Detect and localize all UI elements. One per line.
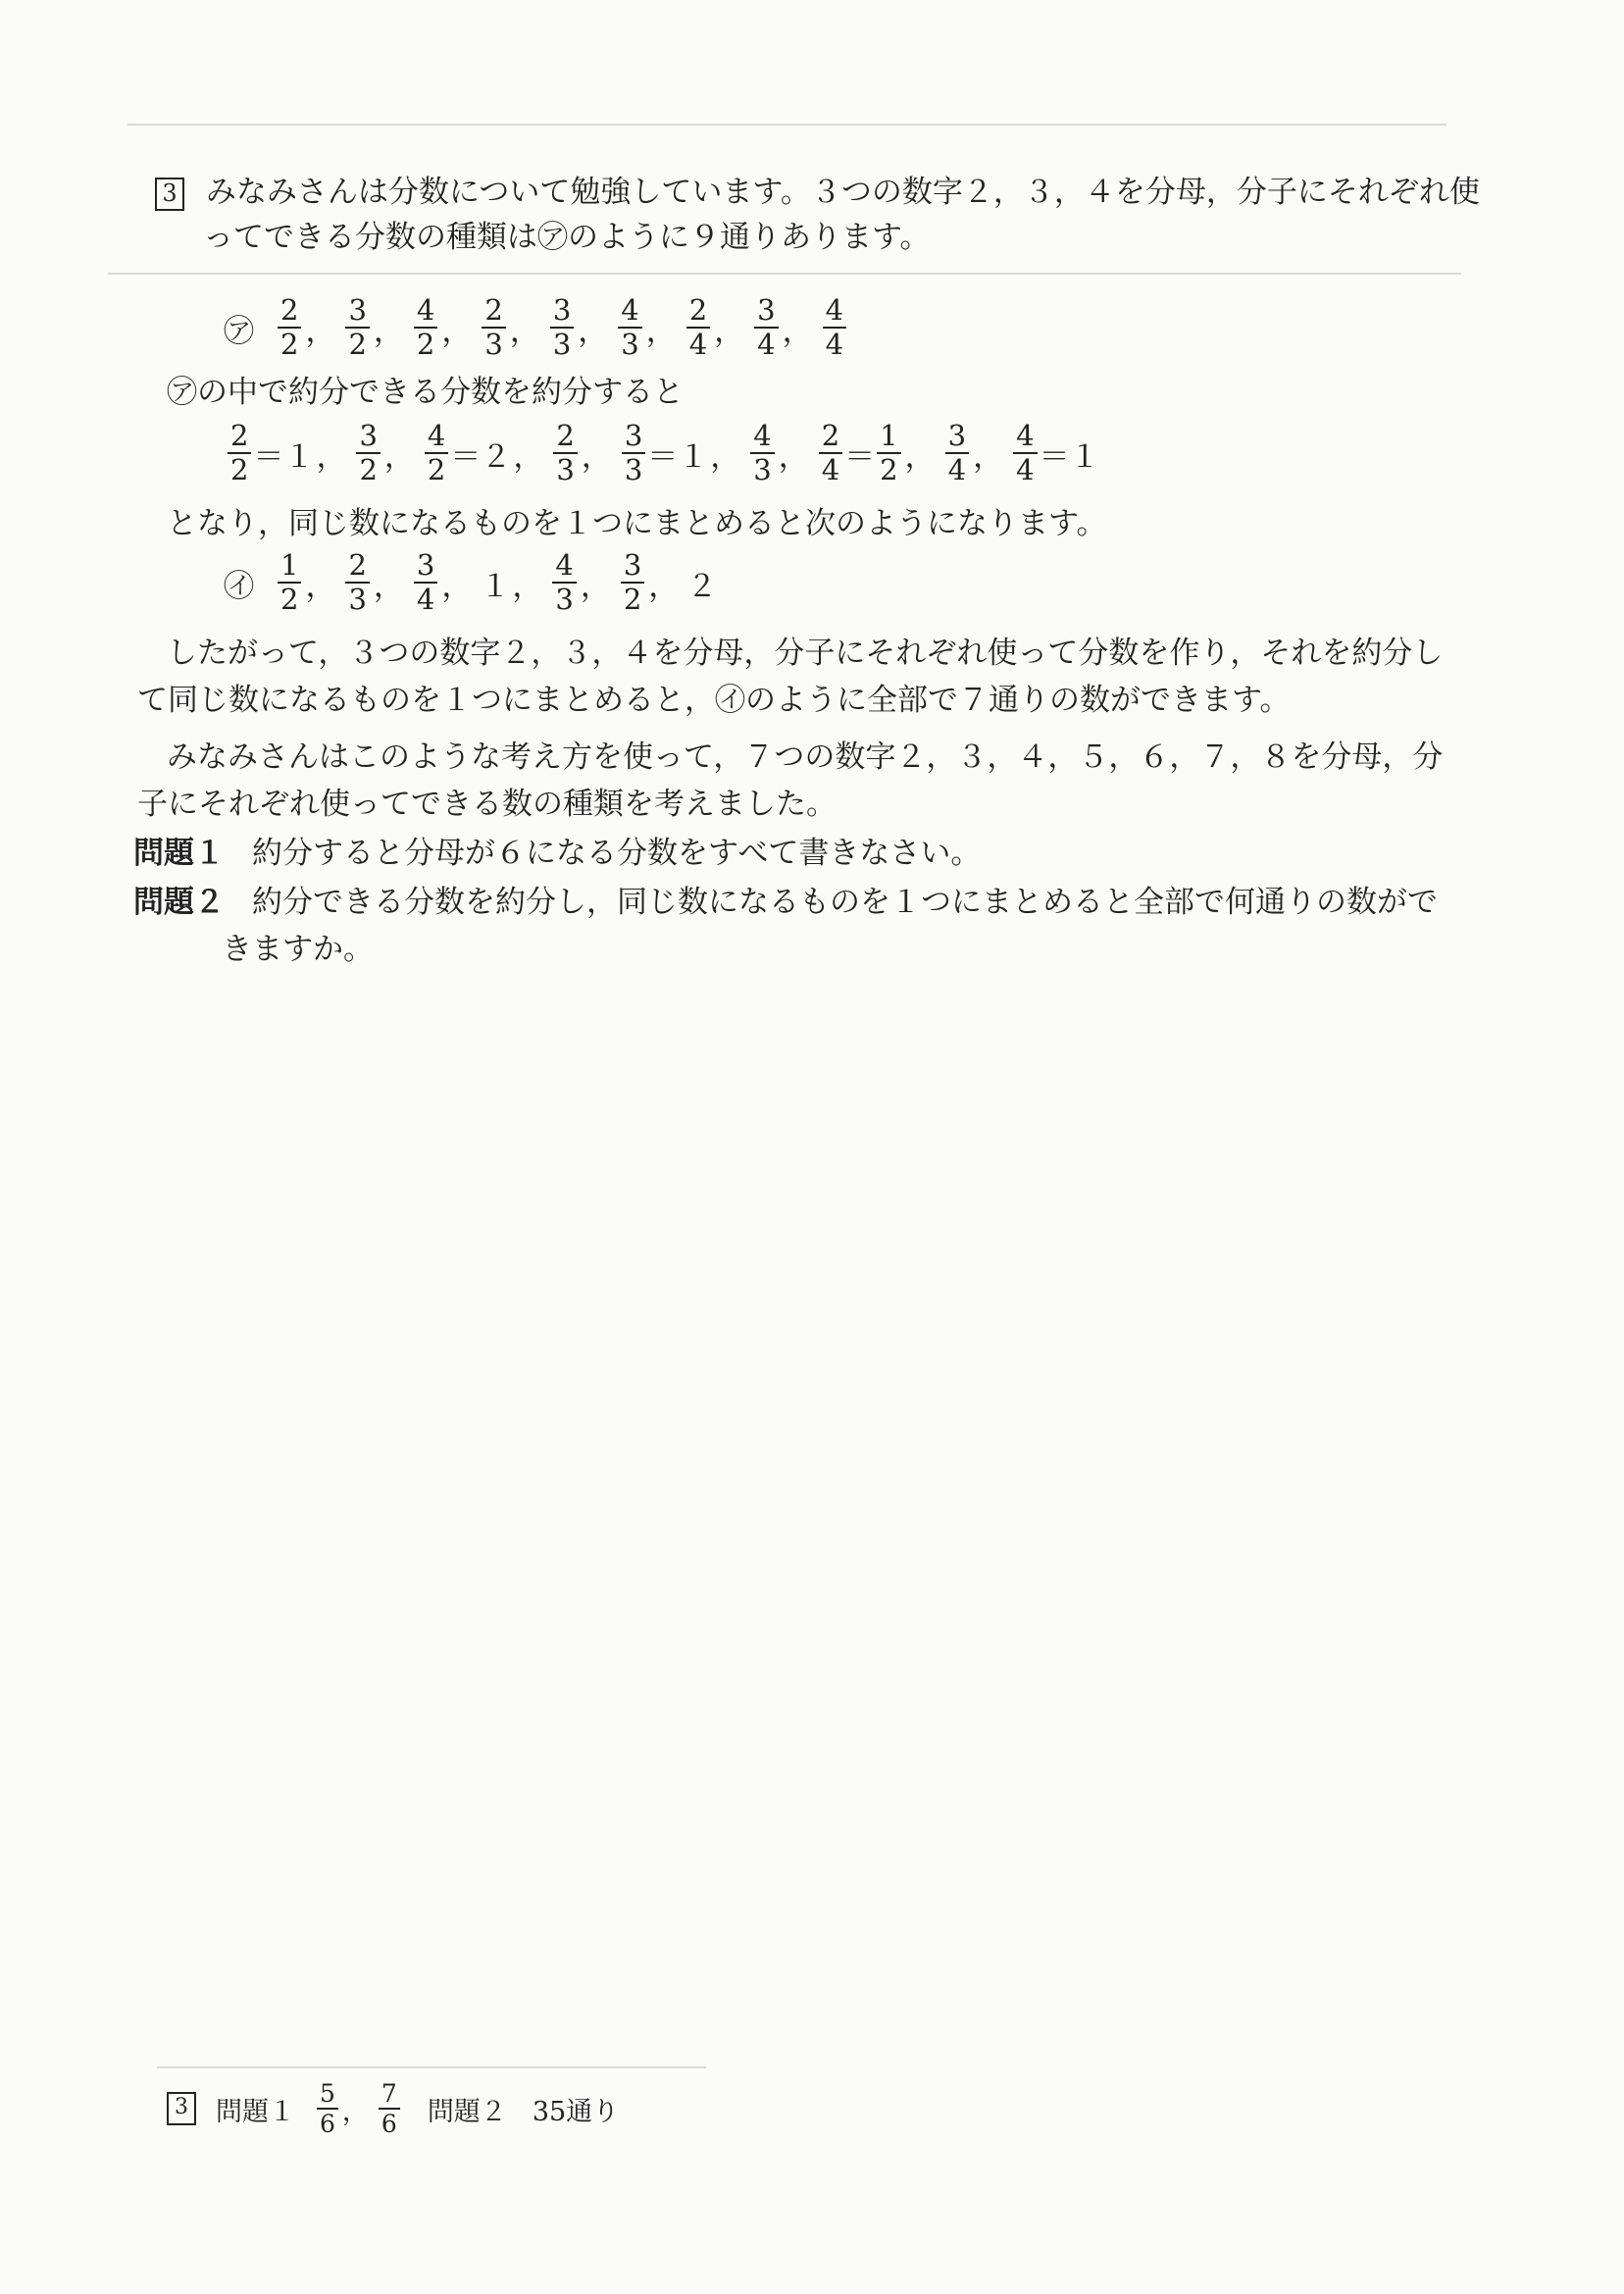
fraction: $\frac{3}{4}$ <box>945 420 969 486</box>
question-2-text: 約分できる分数を約分し，同じ数になるものを１つにまとめると全部で何通りの数がで <box>252 885 1438 920</box>
fraction: $\frac{2}{3}$ <box>482 294 505 361</box>
fraction: $\frac{4}{2}$ <box>425 420 448 486</box>
list-a-label: ㋐ <box>224 313 254 349</box>
fraction: $\frac{7}{6}$ <box>379 2079 400 2138</box>
answer-q2-value: 35通り <box>532 2096 620 2127</box>
fraction: $\frac{3}{3}$ <box>550 294 574 361</box>
value: ２ <box>686 568 718 604</box>
list-i-label: ㋑ <box>224 568 254 604</box>
value: １ <box>480 568 511 604</box>
fraction: $\frac{4}{3}$ <box>750 420 774 486</box>
reduce-intro: ㋐の中で約分できる分数を約分すると <box>167 375 684 410</box>
fraction: $\frac{3}{2}$ <box>356 420 380 486</box>
fraction: $\frac{2}{3}$ <box>345 549 369 616</box>
fraction: $\frac{5}{6}$ <box>317 2079 338 2138</box>
intro-line-1 <box>155 173 1480 212</box>
answer-number-box: 3 <box>167 2092 196 2125</box>
question-2-line2: きますか。 <box>222 932 374 967</box>
fraction: $\frac{2}{4}$ <box>686 294 710 361</box>
para1-line1: したがって，３つの数字２，３，４を分母，分子にそれぞれ使って分数を作り，それを約分し <box>167 636 1444 671</box>
fraction: $\frac{4}{4}$ <box>823 294 846 361</box>
fraction: $\frac{2}{2}$ <box>228 420 251 486</box>
fraction: $\frac{4}{3}$ <box>552 549 576 616</box>
reduced-row: $\frac{2}{2}$ ＝１ ， $\frac{3}{2}$ ， $\frac{4}{2}$ ＝２ ， $\frac{2}{3}$ ， $\frac{3}{3}$ ＝１ ， $\frac{4}{3}$ ， $\frac{2}{4}$ ＝ $\frac{1}{2}$ ， $\frac{3}{4}$ ， $\frac{4}{4}$ ＝１ <box>226 420 1100 486</box>
question-1-text: 約分すると分母が６になる分数をすべて書きなさい。 <box>252 836 982 871</box>
fraction: $\frac{4}{3}$ <box>618 294 641 361</box>
mid-rule <box>108 273 1461 275</box>
top-rule <box>127 124 1446 126</box>
fraction: $\frac{4}{4}$ <box>1013 420 1037 486</box>
fraction: $\frac{2}{2}$ <box>278 294 301 361</box>
fraction: $\frac{2}{3}$ <box>553 420 577 486</box>
question-1 <box>133 834 981 873</box>
para2-line2: 子にそれぞれ使ってできる数の種類を考えました。 <box>137 787 837 822</box>
answer-rule <box>157 2066 706 2068</box>
question-1-label: 問題１ <box>133 836 225 871</box>
fraction: $\frac{2}{4}$ <box>819 420 842 486</box>
fraction: $\frac{4}{2}$ <box>414 294 437 361</box>
answer-q1-label: 問題１ <box>216 2096 295 2127</box>
list-a: ㋐ $\frac{2}{2}$ ， $\frac{3}{2}$ ， $\frac{4}{2}$ ， $\frac{2}{3}$ ， $\frac{3}{3}$ ， $\frac{4}{3}$ ， $\frac{2}{4}$ ， $\frac{3}{4}$ ， $\frac{4}{4}$ <box>224 294 848 361</box>
para1-line2: て同じ数になるものを１つにまとめると，㋑のように全部で７通りの数ができます。 <box>137 683 1291 718</box>
merge-text: となり，同じ数になるものを１つにまとめると次のようになります。 <box>167 506 1107 541</box>
fraction: $\frac{3}{2}$ <box>345 294 369 361</box>
problem-number-box: 3 <box>155 178 184 211</box>
list-i: ㋑ $\frac{1}{2}$ ， $\frac{2}{3}$ ， $\frac{3}{4}$ ， １ ， $\frac{4}{3}$ ， $\frac{3}{2}$ ， ２ <box>224 548 718 616</box>
fraction: $\frac{1}{2}$ <box>278 549 301 616</box>
fraction: $\frac{3}{3}$ <box>622 420 645 486</box>
answer-q2-label: 問題２ <box>427 2096 507 2127</box>
intro-line-2: ってできる分数の種類は㋐のように９通りあります。 <box>203 220 931 255</box>
para2-line1: みなみさんはこのような考え方を使って，７つの数字２，３，４，５，６，７，８を分母，分 <box>167 739 1444 775</box>
intro-text-1: みなみさんは分数について勉強しています。３つの数字２，３，４を分母，分子にそれぞれ使 <box>206 175 1480 210</box>
question-2-label: 問題２ <box>133 885 225 920</box>
fraction: $\frac{1}{2}$ <box>877 420 900 486</box>
question-2 <box>133 883 1438 922</box>
fraction: $\frac{3}{2}$ <box>621 549 644 616</box>
answer-row: 3 問題１ $\frac{5}{6}$ ， $\frac{7}{6}$ 問題２ 35通り <box>167 2079 619 2138</box>
fraction: $\frac{3}{4}$ <box>754 294 778 361</box>
fraction: $\frac{3}{4}$ <box>414 549 437 616</box>
